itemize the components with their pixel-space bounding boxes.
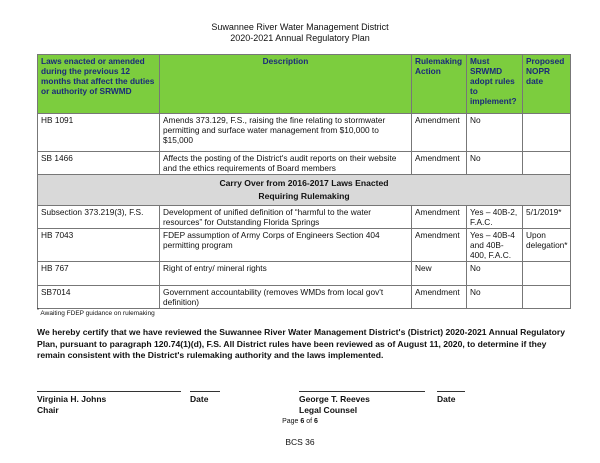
- table-row: [38, 286, 571, 309]
- cell-action: New: [412, 262, 467, 286]
- cell-must-adopt: Yes – 40B-2, F.A.C.: [467, 206, 523, 229]
- page-current: 6: [300, 418, 305, 425]
- footnote-text: Awaiting FDEP guidance on rulemaking: [40, 310, 155, 318]
- date-label-counsel: Date: [437, 394, 456, 404]
- cell-description: FDEP assumption of Army Corps of Engineers Section 404 permitting program: [160, 229, 412, 262]
- table-row: [38, 229, 571, 262]
- signer-title: Chair: [37, 405, 59, 415]
- cell-nopr: Upon delegation*: [523, 229, 571, 262]
- cell-law: HB 7043: [38, 229, 160, 262]
- table-row: [38, 262, 571, 286]
- date-line-counsel: [437, 391, 465, 392]
- certification-statement: We hereby certify that we have reviewed the Suwannee River Water Management District's (District) 2020-2021 Annual Regulatory Plan, pursuant to paragraph 120.74(1)(d), F.S. All District rules have been reviewed as of August 11, 2020, to determine if they remain consistent with the District's rulemaking authority and the laws implemented.: [37, 327, 566, 360]
- district-name: Suwannee River Water Management District: [211, 22, 389, 32]
- table-row: [38, 114, 571, 152]
- page-total: 6: [314, 418, 318, 425]
- cell-description: Development of unified definition of “harmful to the water resources” for Outstanding Florida Springs: [160, 206, 412, 229]
- signer-name: Virginia H. Johns: [37, 394, 107, 404]
- signer-name: George T. Reeves: [299, 394, 370, 404]
- cell-nopr: 5/1/2019*: [523, 206, 571, 229]
- cell-description: Right of entry/ mineral rights: [160, 262, 412, 286]
- cell-nopr: [523, 152, 571, 175]
- cell-law: SB7014: [38, 286, 160, 309]
- footnote: [37, 308, 155, 317]
- page-number: [0, 418, 600, 425]
- cell-nopr: [523, 262, 571, 286]
- cell-action: Amendment: [412, 152, 467, 175]
- cell-action: Amendment: [412, 206, 467, 229]
- page-of: of: [306, 418, 313, 425]
- signature-line-chair: [37, 391, 181, 392]
- col-header-rulemaking-action: Rulemaking Action: [412, 55, 467, 114]
- page-prefix: Page: [282, 418, 299, 425]
- cell-nopr: [523, 114, 571, 152]
- col-header-laws: Laws enacted or amended during the previous 12 months that affect the duties or authority of SRWMD: [38, 55, 160, 114]
- signer-chair: [37, 394, 106, 416]
- cell-nopr: [523, 286, 571, 309]
- table-header-row: [38, 55, 571, 114]
- section-row: [38, 175, 571, 206]
- signer-counsel: [299, 394, 370, 416]
- signature-line-counsel: [299, 391, 425, 392]
- cell-must-adopt: No: [467, 286, 523, 309]
- plan-title: 2020-2021 Annual Regulatory Plan: [230, 33, 370, 43]
- regulatory-plan-table: [37, 54, 571, 309]
- cell-must-adopt: No: [467, 114, 523, 152]
- footer-code: BCS 36: [285, 437, 315, 447]
- cell-description: Government accountability (removes WMDs from local gov't definition): [160, 286, 412, 309]
- section-label-carry-over: [38, 175, 571, 206]
- cell-action: Amendment: [412, 114, 467, 152]
- cell-law: Subsection 373.219(3), F.S.: [38, 206, 160, 229]
- col-header-must-adopt: Must SRWMD adopt rules to implement?: [467, 55, 523, 114]
- section-label-text: Carry Over from 2016-2017 Laws Enacted Requiring Rulemaking: [219, 178, 389, 201]
- cell-action: Amendment: [412, 229, 467, 262]
- table-row: [38, 206, 571, 229]
- cell-must-adopt: Yes – 40B-4 and 40B-400, F.A.C.: [467, 229, 523, 262]
- signer-title: Legal Counsel: [299, 405, 358, 415]
- footnote-marker: *: [37, 308, 39, 314]
- cell-law: HB 1091: [38, 114, 160, 152]
- cell-description: Amends 373.129, F.S., raising the fine relating to stormwater permitting and surface water management from $10,000 to $15,000: [160, 114, 412, 152]
- cell-description: Affects the posting of the District's audit reports on their website and the ethics requirements of Board members: [160, 152, 412, 175]
- cell-law: SB 1466: [38, 152, 160, 175]
- cell-action: Amendment: [412, 286, 467, 309]
- cell-law: HB 767: [38, 262, 160, 286]
- document-header: [0, 22, 600, 44]
- date-label-chair: Date: [190, 394, 209, 404]
- col-header-nopr-date: Proposed NOPR date: [523, 55, 571, 114]
- table-row: [38, 152, 571, 175]
- col-header-description: Description: [160, 55, 412, 114]
- cell-must-adopt: No: [467, 152, 523, 175]
- date-line-chair: [190, 391, 220, 392]
- cell-must-adopt: No: [467, 262, 523, 286]
